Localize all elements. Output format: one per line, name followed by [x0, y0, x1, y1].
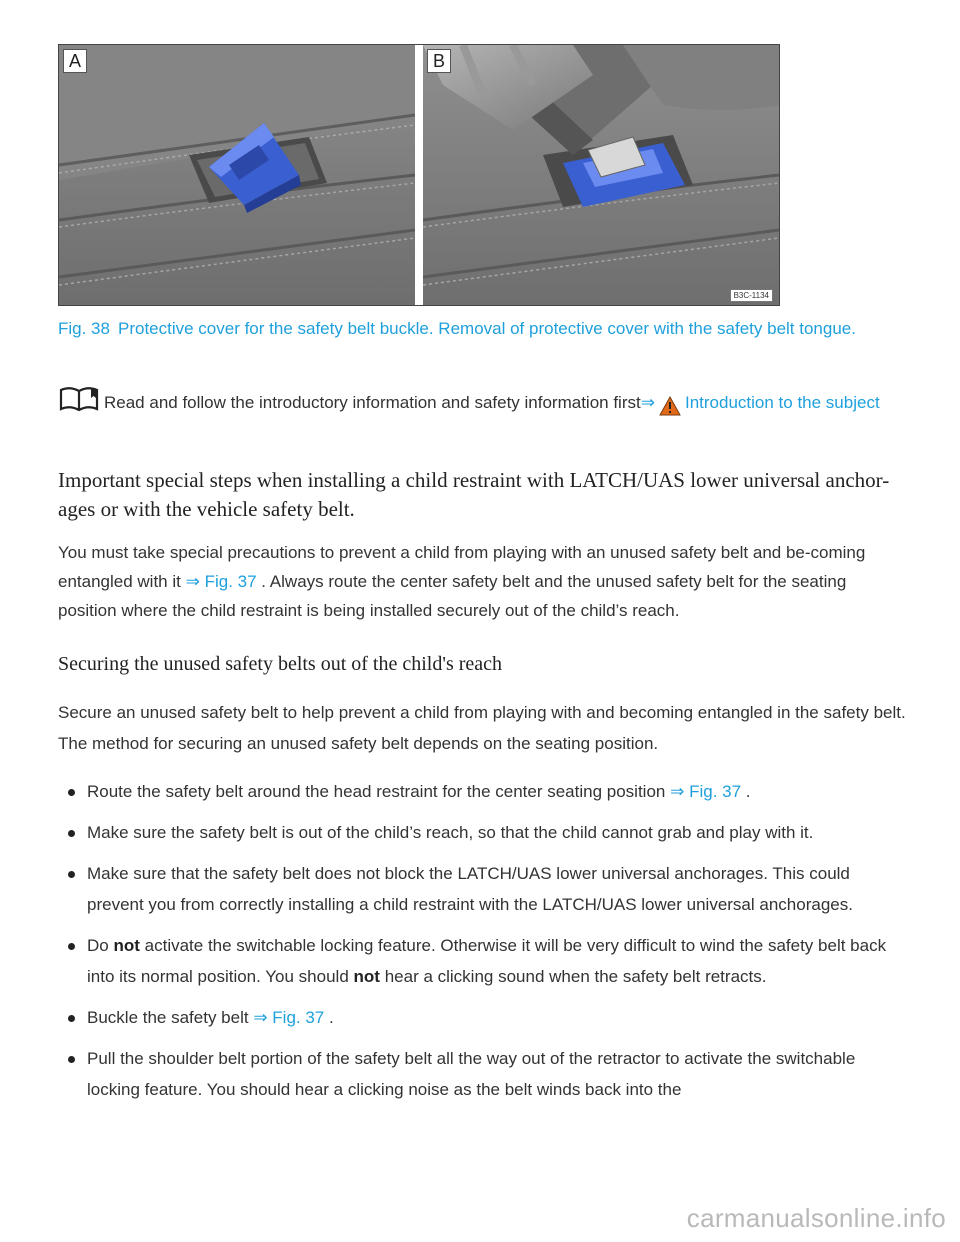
panel-label-b: B [427, 49, 451, 73]
fig-37-link[interactable]: ⇒ Fig. 37 [253, 1008, 325, 1027]
intro-arrow: ⇒ [640, 393, 655, 412]
list-item-text: Route the safety belt around the head restraint for the center seating position [87, 782, 666, 801]
list-item-text: Pull the shoulder belt portion of the safety belt all the way out of the retractor to activate the switchable locking feature. You should hear a clicking noise as the belt winds back into the [87, 1049, 856, 1099]
belt-tongue-removal-illustration [423, 45, 779, 305]
list-item [58, 1002, 908, 1033]
panel-a-illustration [59, 45, 415, 305]
bullet-dot [68, 943, 75, 950]
subsection-heading: Securing the unused safety belts out of the child's reach [58, 653, 503, 675]
list-item [58, 817, 908, 848]
list-item-text: Make sure the safety belt is out of the child’s reach, so that the child cannot grab and play with it. [87, 823, 814, 842]
intro-text: Read and follow the introductory information and safety information first [104, 393, 641, 412]
figure-caption-text: Protective cover for the safety belt buckle. Removal of protective cover with the safety belt tongue. [117, 319, 856, 338]
figure-code: B3C-1134 [730, 289, 773, 302]
instruction-list [58, 776, 908, 1115]
bullet-dot [68, 789, 75, 796]
list-item-text: Make sure that the safety belt does not block the LATCH/UAS lower universal anchorages. This could prevent you from correctly installing a child restraint with the LATCH/UAS lower universal anchorages. [87, 864, 853, 914]
paragraph-securing: Secure an unused safety belt to help prevent a child from playing with and becoming entangled in the safety belt. The method for securing an unused safety belt depends on the seating position. [58, 703, 906, 753]
intro-link[interactable]: Introduction to the subject [684, 393, 880, 412]
list-item [58, 776, 908, 807]
list-item [58, 1043, 908, 1105]
paragraph-text: You must take special precautions to prevent a child from playing with an unused safety belt and be-coming entangled with it [58, 543, 866, 591]
figure-number: Fig. 38 [58, 319, 110, 338]
panel-b-illustration [423, 45, 779, 305]
bullet-dot [68, 871, 75, 878]
figure-38 [58, 44, 780, 306]
list-item [58, 858, 908, 920]
section-heading: Important special steps when installing a child restraint with LATCH/UAS lower universal anchor-ages or with the vehicle safety belt. [58, 468, 890, 521]
watermark: carmanualsonline.info [686, 1203, 946, 1233]
list-item-text: Do [87, 936, 109, 955]
book-icon [58, 386, 100, 422]
panel-label-a: A [63, 49, 87, 73]
fig-37-link[interactable]: ⇒ Fig. 37 [185, 572, 257, 591]
paragraph-precautions [58, 538, 908, 625]
paragraph-text: . Always route the center safety belt and the unused safety belt for the seating position where the child restraint is being installed securely out of the child’s reach. [58, 572, 847, 620]
list-item [58, 930, 908, 992]
emphasis-text: not [353, 967, 380, 986]
figure-caption [58, 318, 898, 339]
emphasis-text: not [113, 936, 140, 955]
bullet-dot [68, 830, 75, 837]
list-item-text: hear a clicking sound when the safety belt retracts. [384, 967, 767, 986]
list-item-text: . [329, 1008, 334, 1027]
list-item-text: . [745, 782, 751, 801]
warning-triangle-icon [659, 395, 681, 426]
list-item-text: Buckle the safety belt [87, 1008, 249, 1027]
fig-37-link[interactable]: ⇒ Fig. 37 [670, 782, 742, 801]
bullet-dot [68, 1015, 75, 1022]
list-item-text: activate the switchable locking feature. Otherwise it will be very difficult to wind the safety belt back into its normal position. You should [87, 936, 887, 986]
panel-divider [415, 45, 423, 305]
seat-buckle-cover-illustration [59, 45, 415, 305]
bullet-dot [68, 1056, 75, 1063]
intro-reference [58, 386, 908, 426]
